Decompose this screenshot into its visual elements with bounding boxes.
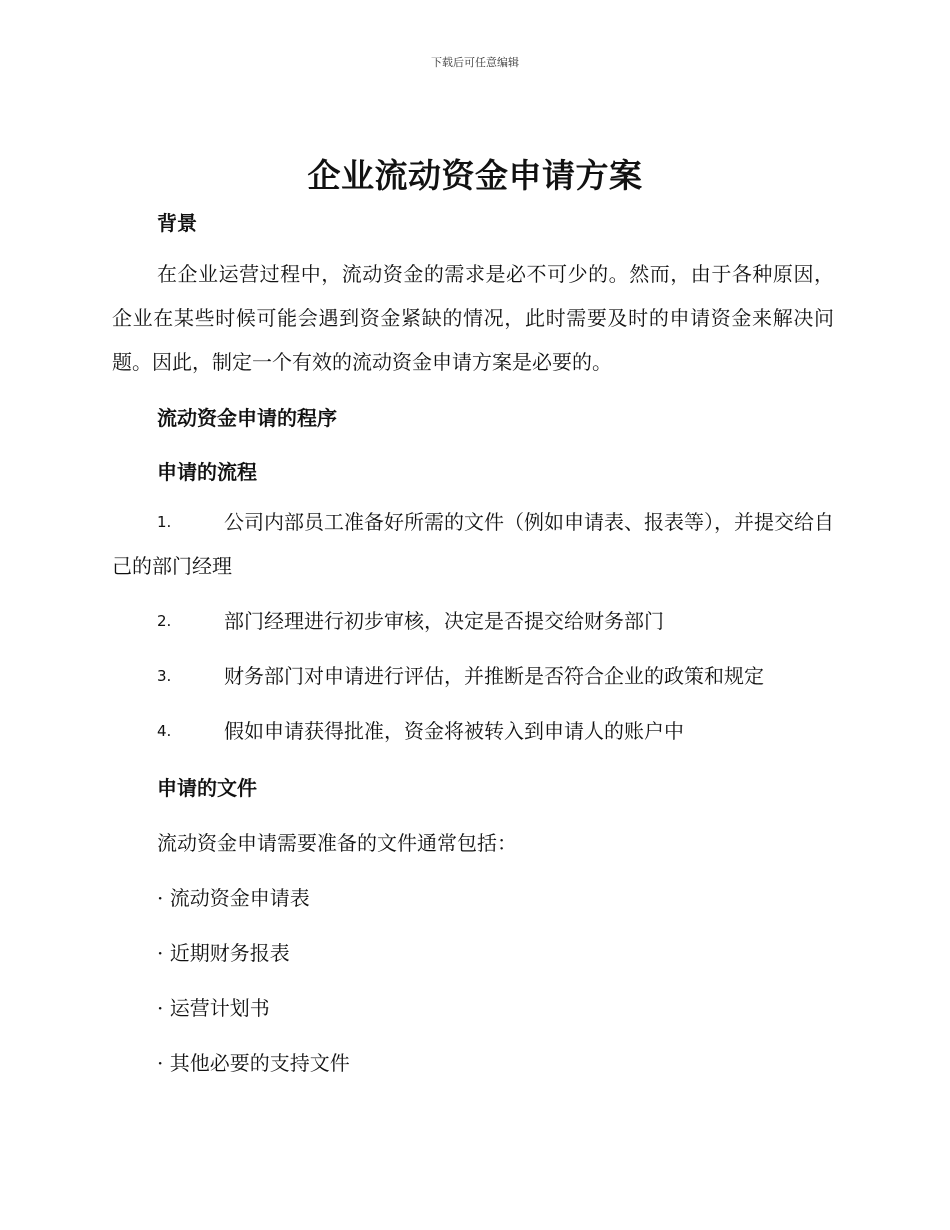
page-header-note: 下载后可任意编辑 (431, 56, 519, 69)
section-heading-background: 背景 (157, 211, 197, 235)
subsection-heading-files: 申请的文件 (157, 776, 257, 800)
step-text: 财务部门对申请进行评估，并推断是否符合企业的政策和规定 (224, 664, 764, 688)
step-text: 部门经理进行初步审核，决定是否提交给财务部门 (224, 609, 664, 633)
step-text: 假如申请获得批准，资金将被转入到申请人的账户中 (224, 719, 684, 743)
list-item: · 运营计划书 (157, 996, 270, 1020)
files-intro: 流动资金申请需要准备的文件通常包括： (157, 831, 517, 855)
subsection-heading-flow: 申请的流程 (157, 460, 257, 484)
step-number: 2. (157, 612, 172, 630)
list-item: · 近期财务报表 (157, 941, 290, 965)
document-title: 企业流动资金申请方案 (307, 156, 643, 195)
step-text: 公司内部员工准备好所需的文件（例如申请表、报表等），并提交给自己的部门经理 (112, 510, 834, 578)
flow-step (112, 599, 834, 643)
list-item: · 流动资金申请表 (157, 886, 310, 910)
step-number: 3. (157, 667, 172, 685)
flow-step (112, 654, 834, 698)
section-heading-procedure: 流动资金申请的程序 (157, 406, 337, 430)
flow-step (112, 709, 834, 753)
background-paragraph: 在企业运营过程中，流动资金的需求是必不可少的。然而，由于各种原因，企业在某些时候可能会遇到资金紧缺的情况，此时需要及时的申请资金来解决问题。因此，制定一个有效的流动资金申请方案是必要的。 (112, 262, 834, 374)
step-number: 1. (157, 513, 172, 531)
step-number: 4. (157, 722, 172, 740)
flow-step (112, 500, 834, 588)
list-item: · 其他必要的支持文件 (157, 1051, 350, 1075)
